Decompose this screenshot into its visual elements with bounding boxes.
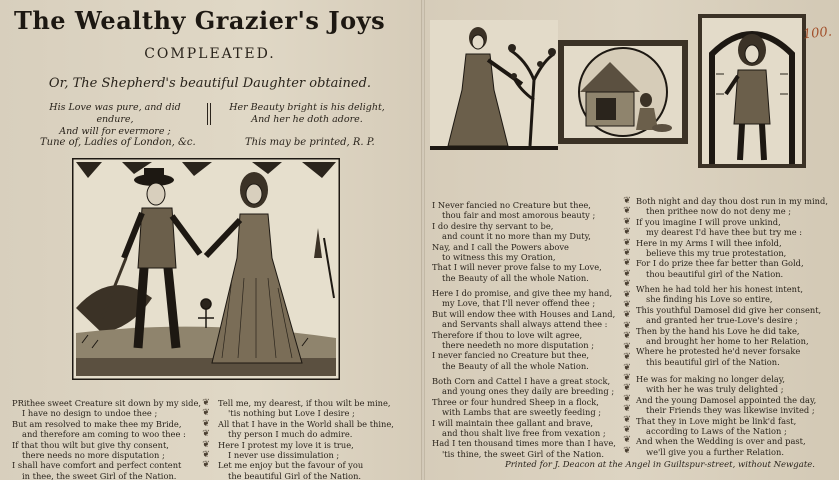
stanza-2: Tell me, my dearest, if thou wilt be mine, 'tis nothing but Love I desire ; All that I have in the World shall be thine, thy person I much do admire. Here I protest my love it is true, I never use dissimulation ; Let me enjoy but the favour of you the beautiful Girl of the Nation.: [218, 398, 394, 480]
printer-imprint: Printed for J. Deacon at the Angel in Guiltspur-street, without Newgate.: [505, 460, 815, 470]
cottage-scene-woodcut: [558, 40, 688, 144]
verse-divider: [207, 103, 211, 125]
ballad-title: The Wealthy Grazier's Joys: [14, 6, 386, 35]
stanza-6: Both night and day thou dost run in my mind, then prithee now do not deny me ; If you imagine I will prove unkind, my dearest I'd have thee but try me : Here in my Arms I will thee infold, believe this my true protestation, For I do prize thee far better than Gold, thou beautiful girl of the Nation.: [636, 196, 828, 279]
stanza-5: Both Corn and Cattel I have a great stock, and young ones they daily are breeding ; Three or four hundred Sheep in a flock, with Lambs that are sweetly feeding ; I will maintain thee gallant and brave, and thou shalt live free from vexation ; Had I ten thousand times more than I have, 'tis thine, the sweet Girl of the Nation.: [432, 376, 616, 459]
lady-with-tree-woodcut: [430, 20, 558, 150]
stanza-7: When he had told her his honest intent, she finding his Love so entire, This youthful Damosel did give her consent, and granted her true-Love's desire ; Then by the hand his Love he did take, and brought her home to her Relation, Where he protested he'd never forsake this beautiful girl of the Nation.: [636, 284, 822, 367]
verse-left: His Love was pure, and did endure, And will for evermore ;: [49, 102, 181, 137]
column-ornament-2: ❦ ❦ ❦ ❦ ❦ ❦ ❦ ❦ ❦ ❦ ❦ ❦ ❦ ❦ ❦ ❦ ❦ ❦ ❦ ❦ ❦ ❦ ❦ ❦ ❦: [623, 196, 631, 456]
stanza-8: He was for making no longer delay, with her he was truly delighted ; And the young Damosel appointed the day, their Friends they was likewise invited ; That they in Love might be link'd fast, according to Laws of the Nation ; And when the Wedding is over and past, we'll give you a further Relation.: [636, 374, 817, 457]
stanza-3: I Never fancied no Creature but thee, thou fair and most amorous beauty ; I do desire thy servant to be, and count it no more than my Duty, Nay, and I call the Powers above to witness this my Oration, That I will never prove false to my Love, the Beauty of all the whole Nation.: [432, 200, 602, 283]
alternate-title: Or, The Shepherd's beautiful Daughter obtained.: [48, 76, 372, 91]
ballad-subtitle: COMPLEATED.: [144, 46, 276, 62]
gentleman-arch-woodcut: [698, 14, 806, 168]
stanza-1: PRithee sweet Creature sit down by my side, I have no design to undoe thee ; But am resolved to make thee my Bride, and therefore am coming to woo thee : If that thou wilt but give thy consent, there needs no more disputation ; I shall have comfort and perfect content in thee, the sweet Girl of the Nation.: [12, 398, 202, 480]
center-fold: [421, 0, 425, 480]
verse-right: Her Beauty bright is his delight, And her he doth adore.: [229, 102, 385, 125]
column-ornament-1: ❦ ❦ ❦ ❦ ❦ ❦ ❦: [202, 398, 210, 471]
tune-line: Tune of, Ladies of London, &c.: [40, 137, 196, 148]
archive-folio-number: 100.: [802, 24, 833, 43]
stanza-4: Here I do promise, and give thee my hand, my Love, that I'll never offend thee ; But will endow thee with Houses and Land, and Servants shall always attend thee : Therefore if thou to love wilt agree, there needeth no more disputation ; I never fancied no Creature but thee, the Beauty of all the whole Nation.: [432, 288, 616, 371]
shepherd-couple-woodcut: [72, 158, 340, 380]
license-line: This may be printed, R. P.: [245, 137, 375, 148]
